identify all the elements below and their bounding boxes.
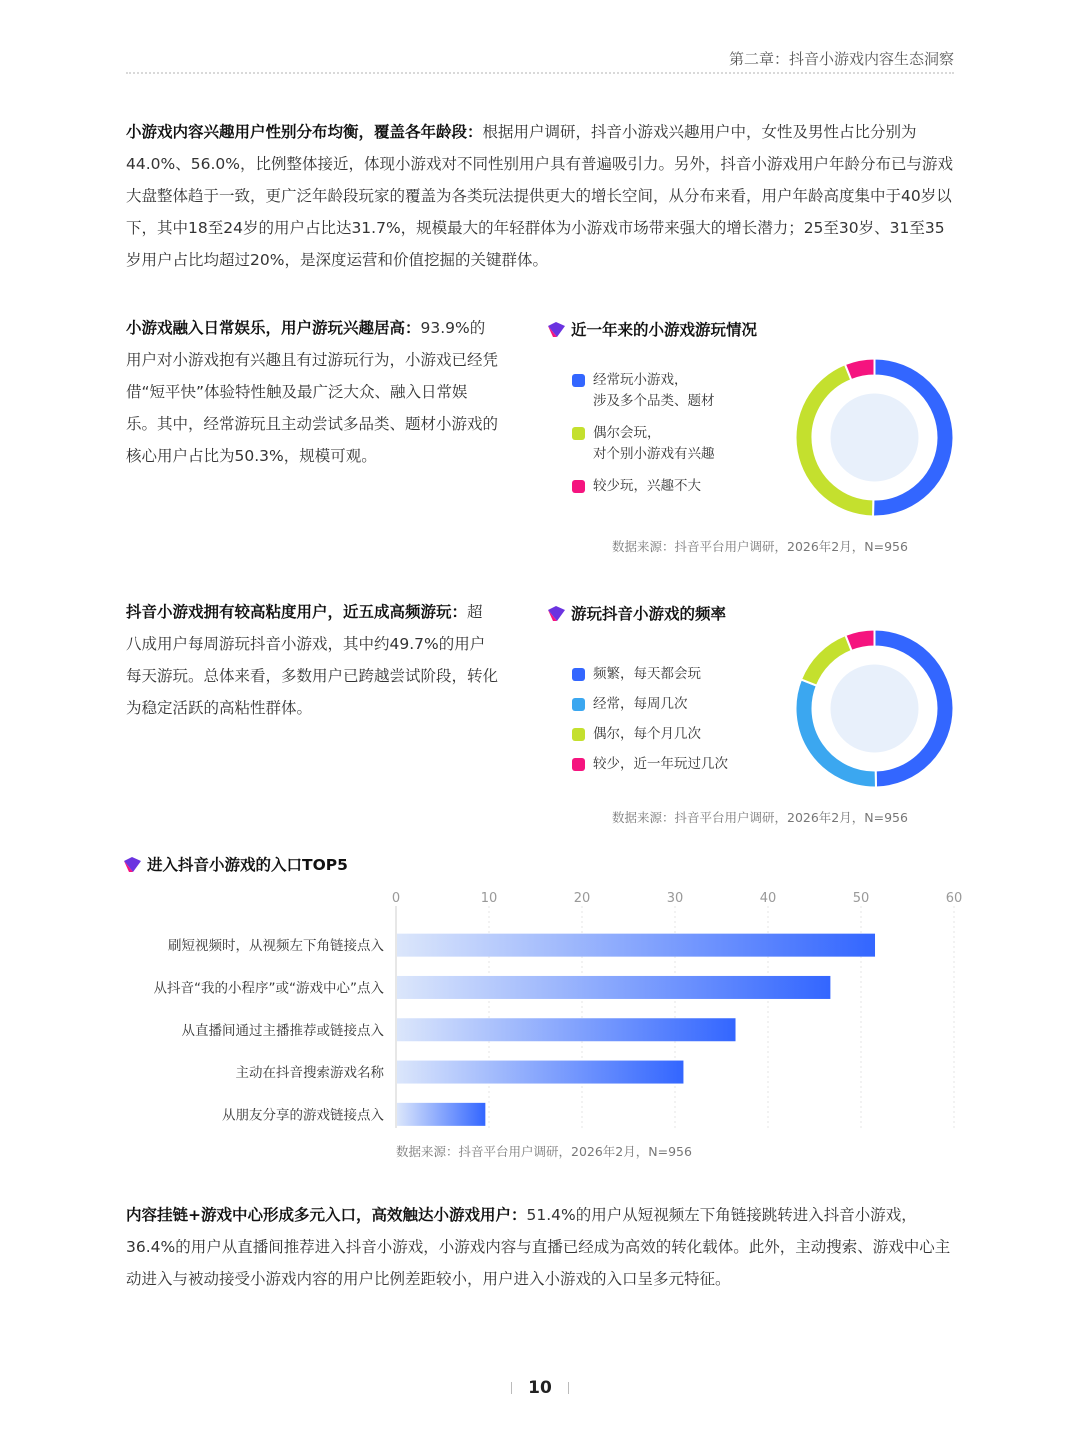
legend-item [572, 423, 715, 465]
paragraph-body: 超八成用户每周游玩抖音小游戏，其中约49.7%的用户每天游玩。总体来看，多数用户已跨越尝试阶段，转化为稳定活跃的高粘性群体。 [126, 603, 499, 717]
bar [397, 1103, 485, 1126]
bar [397, 1018, 736, 1041]
bar [397, 1061, 683, 1084]
paragraph-body: 根据用户调研，抖音小游戏兴趣用户中，女性及男性占比分别为44.0%、56.0%，比例整体接近，体现小游戏对不同性别用户具有普遍吸引力。另外，抖音小游戏用户年龄分布已与游戏大盘整体趋于一致，更广泛年龄段玩家的覆盖为各类玩法提供更大的增长空间，从分布来看，用户年龄高度集中于40岁以下，其中18至24岁的用户占比达31.7%，规模最大的年轻群体为小游戏市场带来强大的增长潜力；25至30岁、31至35岁用户占比均超过20%，是深度运营和价值挖掘的关键群体。 [126, 123, 953, 269]
legend-item [572, 754, 728, 775]
paragraph-gender-age [126, 116, 956, 276]
donut-chart-2 [792, 626, 957, 791]
legend-item [572, 370, 715, 412]
x-tick-label: 10 [480, 891, 498, 906]
paragraph-entry-points [126, 1199, 956, 1295]
legend-label [593, 754, 728, 775]
legend-label-line: 频繁，每天都会玩 [593, 666, 701, 682]
footer-divider-left [511, 1382, 512, 1394]
donut-chart-1 [792, 355, 957, 520]
legend-item [572, 694, 688, 715]
legend-label [593, 724, 701, 745]
legend-label-line: 对个别小游戏有兴趣 [593, 446, 715, 462]
legend-swatch [572, 758, 585, 771]
chart-title-text: 进入抖音小游戏的入口TOP5 [147, 856, 348, 874]
paragraph-high-stickiness [126, 596, 498, 724]
category-label: 从直播间通过主播推荐或链接点入 [181, 1022, 384, 1039]
page-number: 10 [528, 1378, 552, 1398]
chart-title-text: 近一年来的小游戏游玩情况 [571, 321, 758, 339]
bar-chart-title [124, 853, 348, 875]
chart-title-text: 游玩抖音小游戏的频率 [571, 605, 727, 623]
donut-center [831, 665, 919, 753]
legend-label [593, 476, 701, 497]
bar [397, 976, 830, 999]
paragraph-heading: 小游戏融入日常娱乐，用户游玩兴趣居高： [126, 319, 421, 337]
legend-label-line: 经常玩小游戏， [593, 372, 688, 388]
legend-swatch [572, 427, 585, 440]
donut-chart-2-legend [572, 664, 782, 784]
category-label: 主动在抖音搜索游戏名称 [235, 1065, 384, 1082]
bar [397, 934, 875, 957]
legend-swatch [572, 728, 585, 741]
header-divider [126, 72, 954, 74]
chart-1-source: 数据来源：抖音平台用户调研，2026年2月，N=956 [612, 539, 908, 554]
paragraph-body: 93.9%的用户对小游戏抱有兴趣且有过游玩行为，小游戏已经凭借“短平快”体验特性触及最广泛大众、融入日常娱乐。其中，经常游玩且主动尝试多品类、题材小游戏的核心用户占比为50.3%，规模可观。 [126, 319, 499, 465]
paragraph-heading: 抖音小游戏拥有较高粘度用户，近五成高频游玩： [126, 603, 468, 621]
legend-label-line: 较少玩，兴趣不大 [593, 478, 701, 494]
chart-bullet-icon [124, 857, 141, 872]
donut-chart-2-title [548, 602, 726, 624]
legend-label-line: 经常，每周几次 [593, 696, 688, 712]
bar-chart [0, 880, 1080, 1130]
footer-divider-right [568, 1382, 569, 1394]
paragraph-body: 51.4%的用户从短视频左下角链接跳转进入抖音小游戏，36.4%的用户从直播间推荐进入抖音小游戏，小游戏内容与直播已经成为高效的转化载体。此外，主动搜索、游戏中心主动进入与被动接受小游戏内容的用户比例差距较小，用户进入小游戏的入口呈多元特征。 [126, 1206, 951, 1288]
category-label: 从朋友分享的游戏链接点入 [222, 1107, 384, 1124]
legend-item [572, 664, 701, 685]
x-tick-label: 60 [945, 891, 963, 906]
chart-bullet-icon [548, 322, 565, 337]
page-footer [0, 1378, 1080, 1398]
paragraph-heading: 内容挂链+游戏中心形成多元入口，高效触达小游戏用户： [126, 1206, 527, 1224]
x-tick-label: 40 [759, 891, 777, 906]
category-label: 刷短视频时，从视频左下角链接点入 [168, 938, 384, 955]
legend-item [572, 476, 701, 497]
paragraph-daily-entertainment [126, 312, 498, 472]
x-tick-label: 30 [666, 891, 684, 906]
chart-2-source: 数据来源：抖音平台用户调研，2026年2月，N=956 [612, 810, 908, 825]
legend-label [593, 664, 701, 685]
legend-item [572, 724, 701, 745]
donut-chart-1-legend [572, 370, 782, 510]
paragraph-heading: 小游戏内容兴趣用户性别分布均衡，覆盖各年龄段： [126, 123, 483, 141]
legend-label-line: 偶尔，每个月几次 [593, 726, 701, 742]
category-label: 从抖音“我的小程序”或“游戏中心”点入 [153, 980, 384, 997]
x-tick-label: 50 [852, 891, 870, 906]
legend-swatch [572, 374, 585, 387]
donut-slice [845, 359, 875, 380]
chart-bullet-icon [548, 606, 565, 621]
donut-chart-1-title [548, 318, 757, 340]
legend-label-line: 偶尔会玩， [593, 425, 661, 441]
legend-label [593, 423, 715, 465]
x-tick-label: 20 [573, 891, 591, 906]
legend-swatch [572, 698, 585, 711]
legend-label [593, 370, 715, 412]
legend-swatch [572, 668, 585, 681]
x-tick-label: 0 [391, 891, 401, 906]
legend-label [593, 694, 688, 715]
legend-label-line: 涉及多个品类、题材 [593, 393, 715, 409]
chart-3-source: 数据来源：抖音平台用户调研，2026年2月，N=956 [396, 1144, 692, 1159]
donut-slice [845, 630, 874, 651]
legend-swatch [572, 480, 585, 493]
chapter-title: 第二章：抖音小游戏内容生态洞察 [728, 50, 954, 68]
donut-center [831, 394, 919, 482]
legend-label-line: 较少，近一年玩过几次 [593, 756, 728, 772]
